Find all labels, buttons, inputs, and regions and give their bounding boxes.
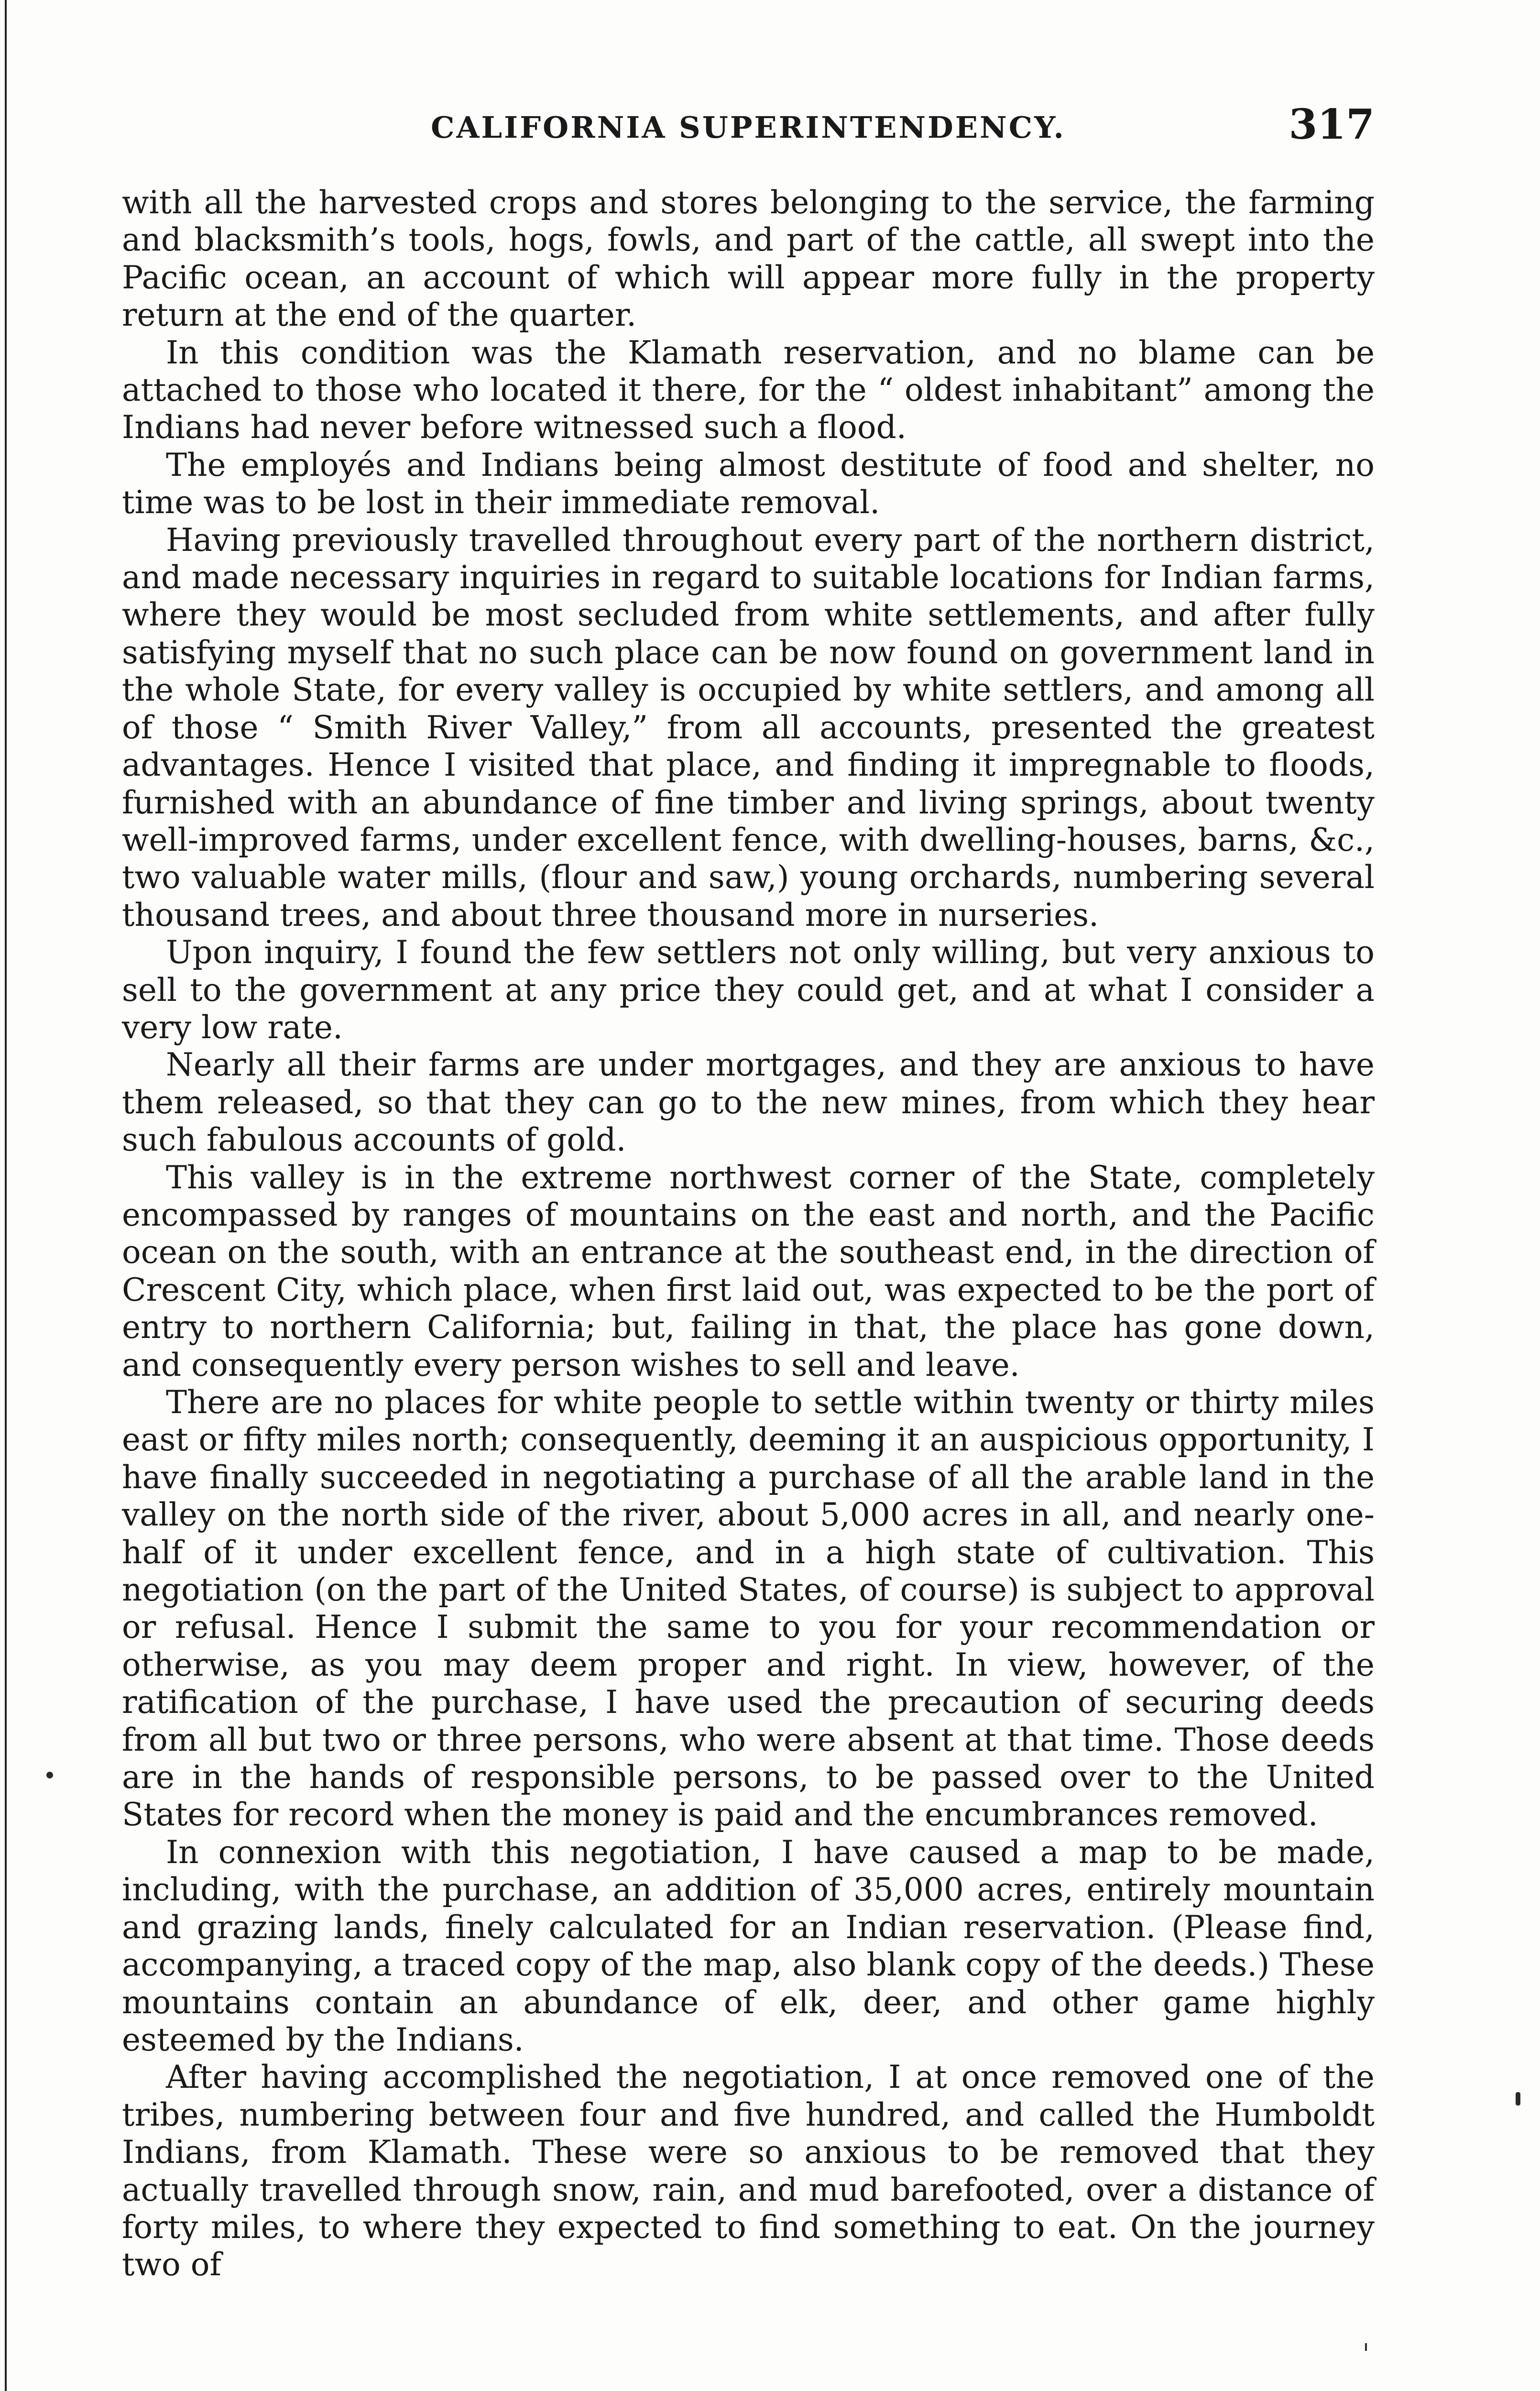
paragraph: This valley is in the extreme northwest corner of the State, completely encompassed by ranges of mountains on the east and north, and the Pacific ocean on the south, with an entrance at the southeast end, in the direction of Crescent City, which place, when first laid out, was expected to be the port of entry to northern California; but, failing in that, the place has gone down, and consequently every person wishes to sell and leave. [122,1159,1375,1383]
page-edge-border [5,0,7,2391]
paragraph-continued: with all the harvested crops and stores belonging to the service, the farming and blacksmith’s tools, hogs, fowls, and part of the cattle, all swept into the Pacific ocean, an account of which will appear more fully in the property return at the end of the quarter. [122,184,1375,334]
paragraph: Upon inquiry, I found the few settlers not only willing, but very anxious to sell to the government at any price they could get, and at what I consider a very low rate. [122,934,1375,1046]
page-number: 317 [1289,100,1375,149]
paragraph: In connexion with this negotiation, I have caused a map to be made, including, with the purchase, an addition of 35,000 acres, entirely mountain and grazing lands, finely calculated for an Indian reservation. (Please find, accompanying, a traced copy of the map, also blank copy of the deeds.) These mountains contain an abundance of elk, deer, and other game highly esteemed by the Indians. [122,1833,1375,2058]
ink-speck-left [46,1772,53,1778]
paragraph: Nearly all their farms are under mortgages, and they are anxious to have them released, so that they can go to the new mines, from which they hear such fabulous accounts of gold. [122,1046,1375,1159]
ink-speck-right [1516,2092,1520,2106]
paragraph: There are no places for white people to settle within twenty or thirty miles east or fifty miles north; consequently, deeming it an auspicious opportunity, I have finally succeeded in negotiating a purchase of all the arable land in the valley on the north side of the river, about 5,000 acres in all, and nearly one-half of it under excellent fence, and in a high state of cultivation. This negotiation (on the part of the United States, of course) is subject to approval or refusal. Hence I submit the same to you for your recommendation or otherwise, as you may deem proper and right. In view, however, of the ratification of the purchase, I have used the precaution of securing deeds from all but two or three persons, who were absent at that time. Those deeds are in the hands of responsible persons, to be passed over to the United States for record when the money is paid and the encumbrances removed. [122,1384,1375,1833]
paragraph: After having accomplished the negotiation, I at once removed one of the tribes, numbering between four and five hundred, and called the Humboldt Indians, from Klamath. These were so anxious to be removed that they actually travelled through snow, rain, and mud barefooted, over a distance of forty miles, to where they expected to find something to eat. On the journey two of [122,2059,1375,2283]
body-text [122,184,1375,2284]
paragraph: Having previously travelled throughout every part of the northern district, and made necessary inquiries in regard to suitable locations for Indian farms, where they would be most secluded from white settlements, and after fully satisfying myself that no such place can be now found on government land in the whole State, for every valley is occupied by white settlers, and among all of those “ Smith River Valley,” from all accounts, presented the greatest advantages. Hence I visited that place, and finding it impregnable to floods, furnished with an abundance of fine timber and living springs, about twenty well-improved farms, under excellent fence, with dwelling-houses, barns, &c., two valuable water mills, (flour and saw,) young orchards, numbering several thousand trees, and about three thousand more in nurseries. [122,521,1375,933]
page-header [122,100,1375,153]
paragraph: In this condition was the Klamath reservation, and no blame can be attached to those who located it there, for the “ oldest inhabitant” among the Indians had never before witnessed such a flood. [122,334,1375,446]
running-title: CALIFORNIA SUPERINTENDENCY. [431,110,1066,145]
paragraph: The employés and Indians being almost destitute of food and shelter, no time was to be lost in their immediate removal. [122,446,1375,521]
ink-speck-bottom [1365,2343,1367,2351]
